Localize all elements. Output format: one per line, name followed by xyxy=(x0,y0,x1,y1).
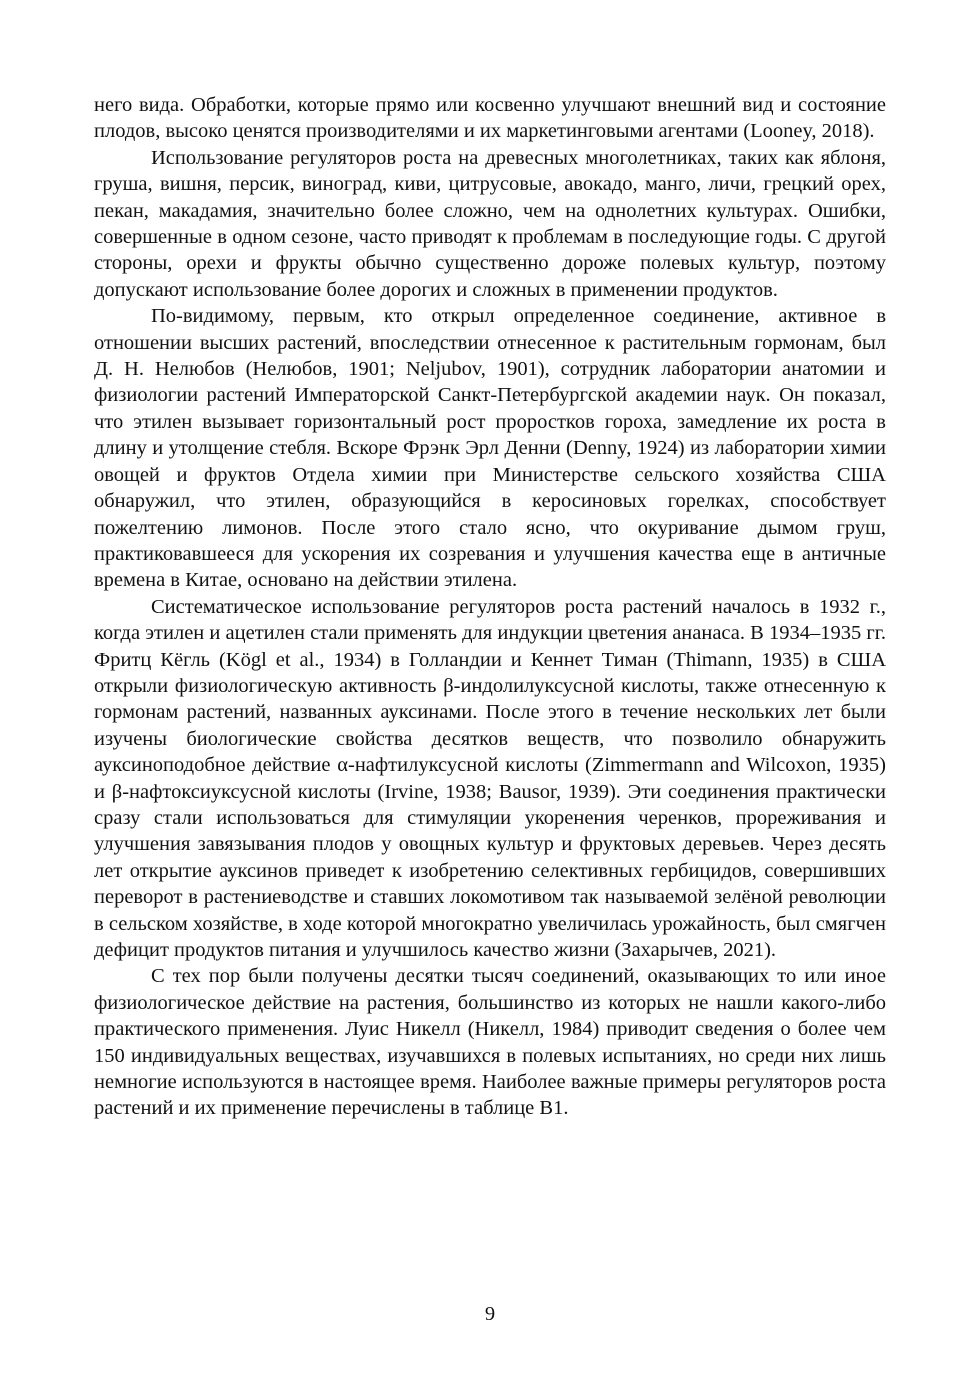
page-number: 9 xyxy=(484,1303,496,1325)
paragraph-perennials: Использование регуляторов роста на древесных многолетниках, таких как яблоня, груша, вишня, персик, виноград, киви, цитрусовые, авокадо, манго, личи, грецкий орех, пекан, макадамия, значительно более сложно, чем на однолетних культурах. Ошибки, совершенные в одном сезоне, часто приводят к проблемам в последующие годы. С другой стороны, орехи и фрукты обычно существенно дороже полевых культур, поэтому допускают использование более дорогих и сложных в применении продуктов. xyxy=(94,146,886,301)
paragraph-continuation: него вида. Обработки, которые прямо или косвенно улучшают внешний вид и состояние плодов, высоко ценятся производителями и их маркетинговыми агентами (Looney, 2018). xyxy=(94,94,886,143)
page-body xyxy=(94,92,886,1122)
paragraph-compounds: С тех пор были получены десятки тысяч соединений, оказывающих то или иное физиологическое действие на растения, большинство из которых не нашли какого-либо практического применения. Луис Никелл (Никелл, 1984) приводит сведения о более чем 150 индивидуальных веществах, изучавшихся в полевых испытаниях, но среди них лишь немногие используются в настоящее время. Наиболее важные примеры регуляторов роста растений и их применение перечислены в таблице В1. xyxy=(94,965,886,1120)
paragraph-ethylene-discovery: По-видимому, первым, кто открыл определенное соединение, активное в отношении высших растений, впоследствии отнесенное к растительным гормонам, был Д. Н. Нелюбов (Нелюбов, 1901; Neljubov, 1901), сотрудник лаборатории анатомии и физиологии растений Императорской Санкт-Петербургской академии наук. Он показал, что этилен вызывает горизонтальный рост проростков гороха, замедление их роста в длину и утолщение стебля. Вскоре Фрэнк Эрл Денни (Denny, 1924) из лаборатории химии овощей и фруктов Отдела химии при Министерстве сельского хозяйства США обнаружил, что этилен, образующийся в керосиновых горелках, способствует пожелтению лимонов. После этого стало ясно, что окуривание дымом груш, практиковавшееся для ускорения их созревания и улучшения качества еще в античные времена в Китае, основано на действии этилена. xyxy=(94,305,886,592)
paragraph-auxins: Систематическое использование регуляторов роста растений началось в 1932 г., когда этилен и ацетилен стали применять для индукции цветения ананаса. В 1934–1935 гг. Фритц Кёгль (Kögl et al., 1934) в Голландии и Кеннет Тиман (Thimann, 1935) в США открыли физиологическую активность β-индолилуксусной кислоты, также отнесенную к гормонам растений, названных ауксинами. После этого в течение нескольких лет были изучены биологические свойства десятков веществ, что позволило обнаружить ауксиноподобное действие α-нафтилуксусной кислоты (Zimmermann and Wilcoxon, 1935) и β-нафтоксиуксусной кислоты (Irvine, 1938; Bausor, 1939). Эти соединения практически сразу стали использоваться для стимуляции укоренения черенков, прореживания и улучшения завязывания плодов у овощных культур и фруктовых деревьев. Через десять лет открытие ауксинов приведет к изобретению селективных гербицидов, совершивших переворот в растениеводстве и ставших локомотивом так называемой зелёной революции в сельском хозяйстве, в ходе которой многократно увеличилась урожайность, был смягчен дефицит продуктов питания и улучшилось качество жизни (Захарычев, 2021). xyxy=(94,595,886,961)
